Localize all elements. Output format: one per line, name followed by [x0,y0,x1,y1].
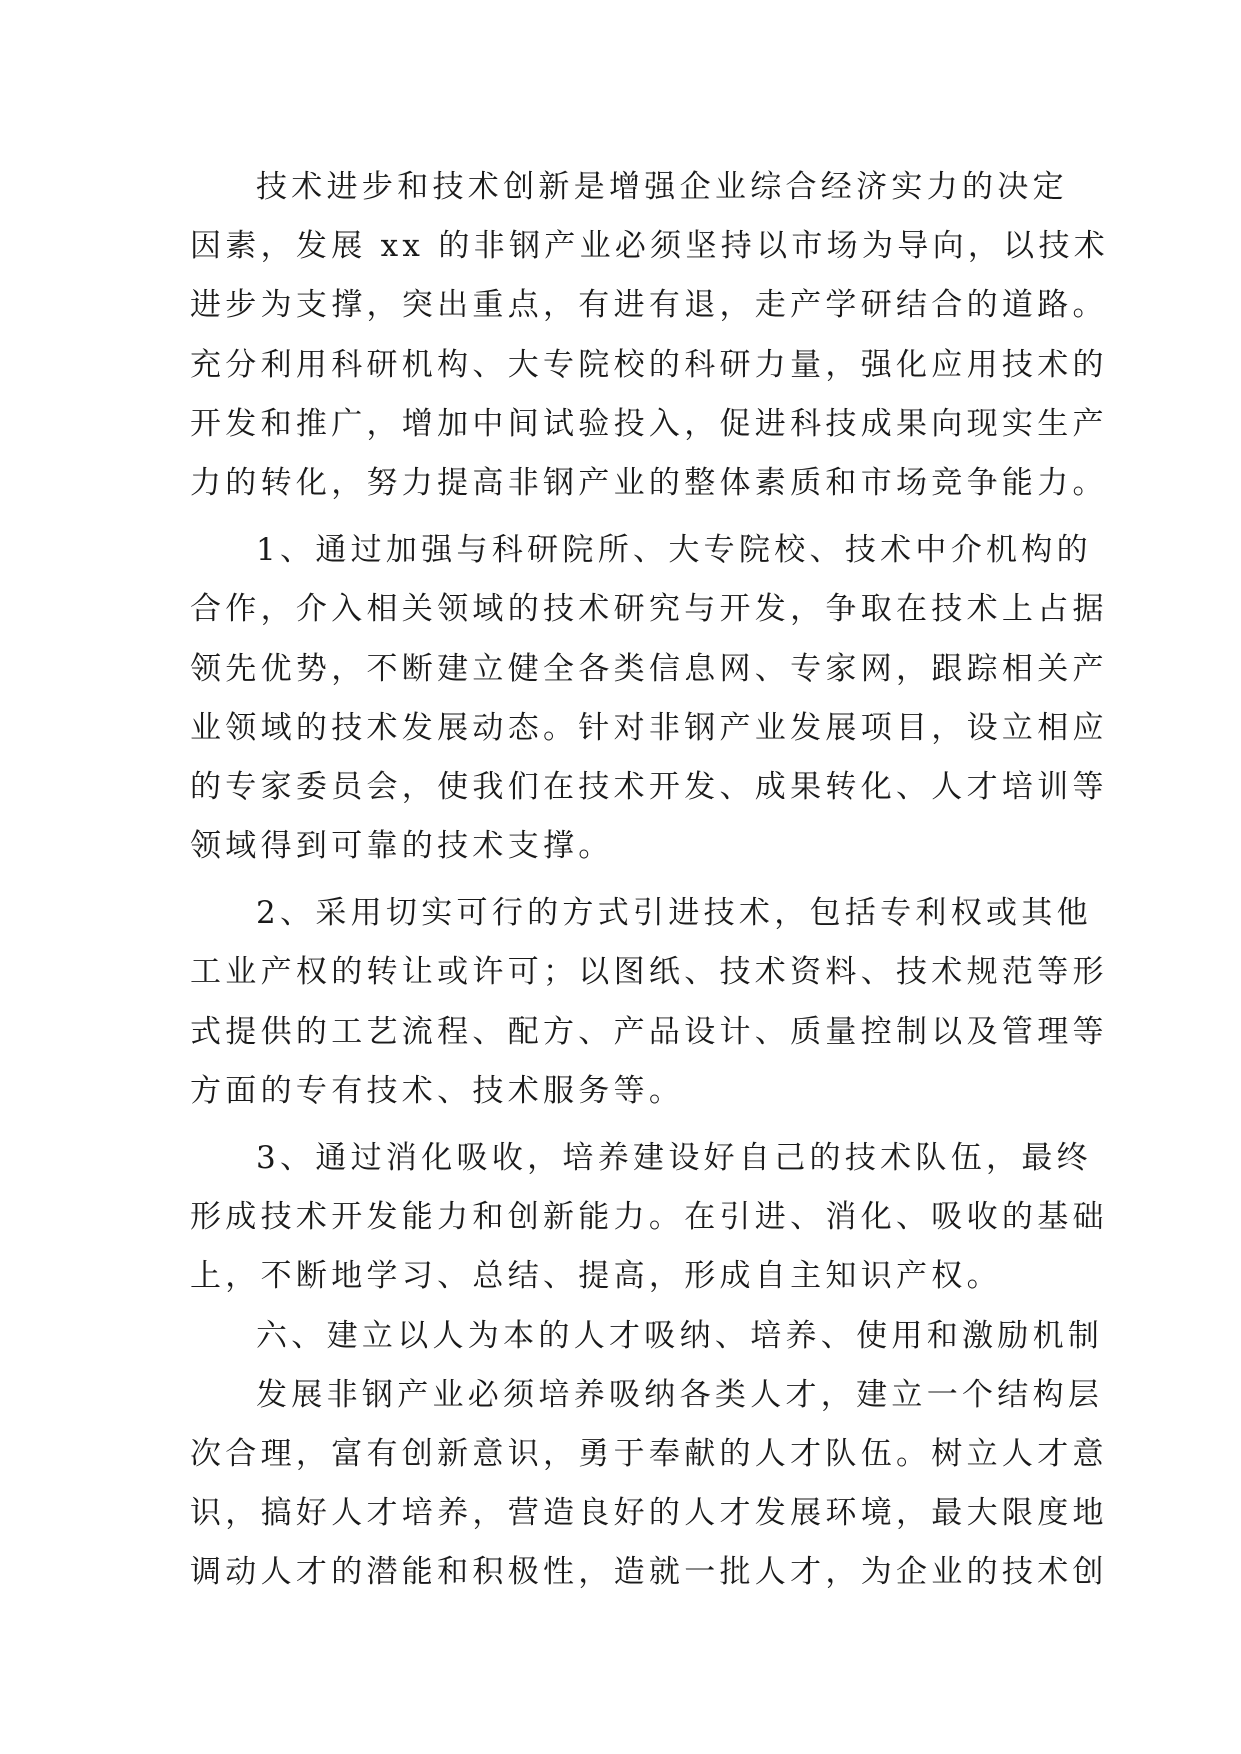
text-line: 充分利用科研机构、大专院校的科研力量，强化应用技术的 [190,346,1108,383]
paragraph-item-3 [190,1129,1108,1307]
text-line: 力的转化，努力提高非钢产业的整体素质和市场竞争能力。 [190,464,1108,501]
text-line: 开发和推广，增加中间试验投入，促进科技成果向现实生产 [190,405,1108,442]
paragraph-spacer [190,1121,1070,1129]
paragraph-item-1 [190,521,1108,876]
text-line: 方面的专有技术、技术服务等。 [190,1072,685,1109]
text-line: 2、采用切实可行的方式引进技术，包括专利权或其他 [256,895,1092,932]
text-line: 调动人才的潜能和积极性，造就一批人才，为企业的技术创 [190,1554,1108,1591]
text-line: 1、通过加强与科研院所、大专院校、技术中介机构的 [256,532,1092,569]
text-line: 业领域的技术发展动态。针对非钢产业发展项目，设立相应 [190,709,1108,746]
paragraph-section-6 [190,1366,1108,1603]
text-line: 形成技术开发能力和创新能力。在引进、消化、吸收的基础 [190,1199,1108,1236]
text-line: 领先优势，不断建立健全各类信息网、专家网，跟踪相关产 [190,650,1108,687]
paragraph-spacer [190,513,1070,521]
text-line: 式提供的工艺流程、配方、产品设计、质量控制以及管理等 [190,1013,1108,1050]
text-line: 工业产权的转让或许可；以图纸、技术资料、技术规范等形 [190,954,1108,991]
text-line: 次合理，富有创新意识，勇于奉献的人才队伍。树立人才意 [190,1435,1108,1472]
paragraph-item-2 [190,884,1108,1121]
paragraph-spacer [190,876,1070,884]
text-line: 上，不断地学习、总结、提高，形成自主知识产权。 [190,1258,1002,1295]
text-line: 识，搞好人才培养，营造良好的人才发展环境，最大限度地 [190,1495,1108,1532]
document-body [190,158,1110,1603]
paragraph-intro [190,158,1110,513]
text-line: 技术进步和技术创新是增强企业综合经济实力的决定 [256,169,1068,205]
text-line: 的专家委员会，使我们在技术开发、成果转化、人才培训等 [190,768,1108,805]
text-line: 发展非钢产业必须培养吸纳各类人才，建立一个结构层 [256,1376,1104,1413]
section-heading [190,1307,1104,1366]
text-line: 领域得到可靠的技术支撑。 [190,828,614,865]
text-line: 3、通过消化吸收，培养建设好自己的技术队伍，最终 [256,1140,1092,1176]
text-line: 因素，发展 xx 的非钢产业必须坚持以市场为导向，以技术 [190,228,1110,265]
text-line: 进步为支撑，突出重点，有进有退，走产学研结合的道路。 [190,287,1108,324]
text-line: 合作，介入相关领域的技术研究与开发，争取在技术上占据 [190,591,1108,628]
heading-line: 六、建立以人为本的人才吸纳、培养、使用和激励机制 [256,1317,1104,1354]
